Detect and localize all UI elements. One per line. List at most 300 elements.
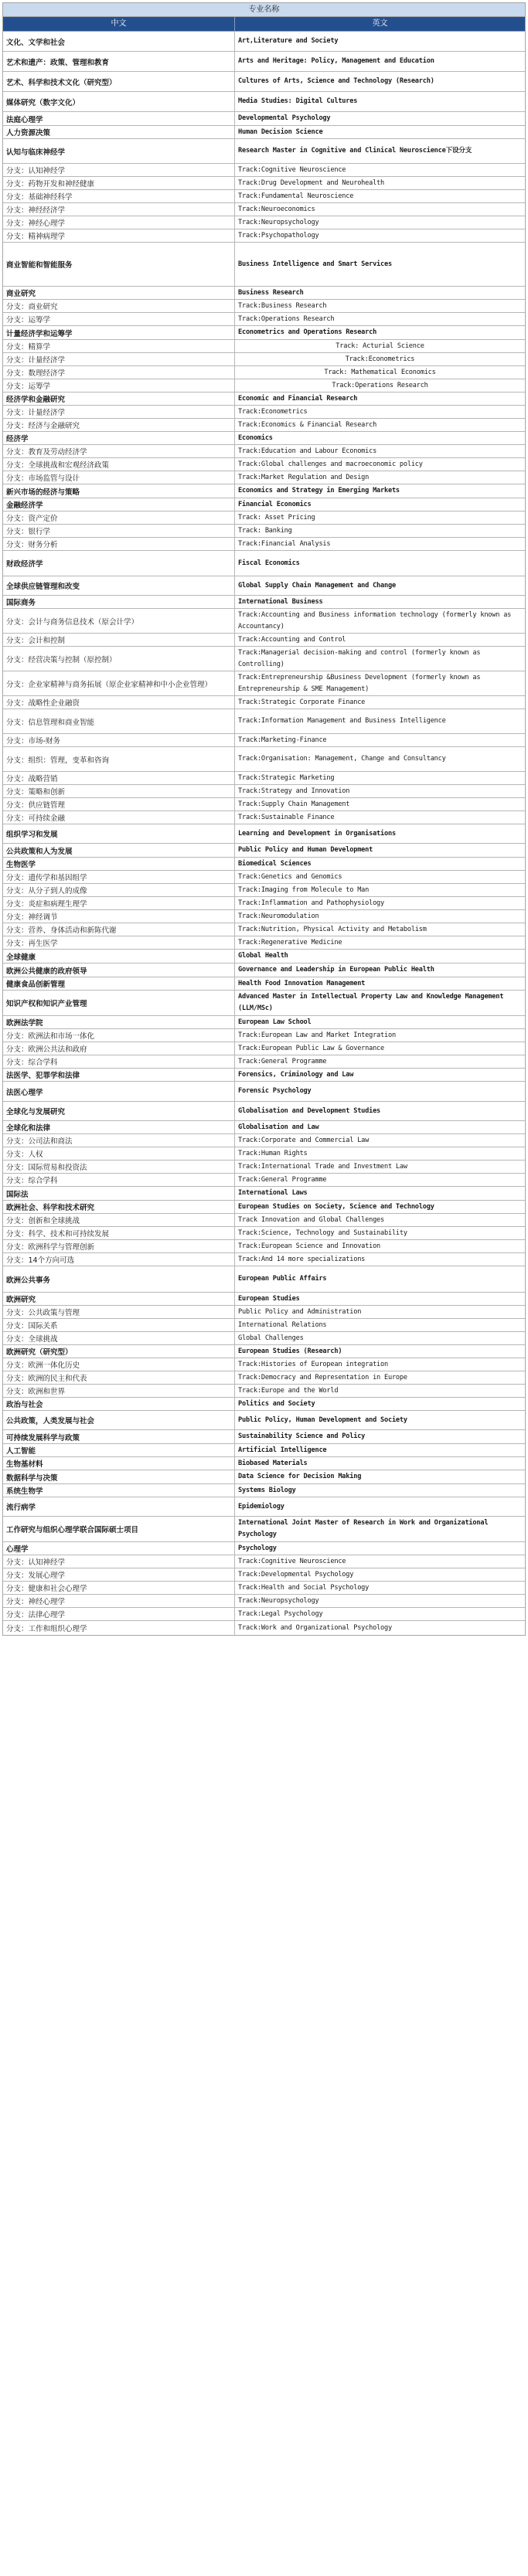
program-name-chinese: 分支：信息管理和商业智能 bbox=[3, 709, 235, 733]
program-name-english: Global Health bbox=[238, 952, 288, 960]
program-name-chinese: 分支：企业家精神与商务拓展（原企业家精神和中小企业管理） bbox=[3, 671, 235, 695]
program-name-chinese: 欧洲社会、科学和技术研究 bbox=[3, 1201, 235, 1213]
program-name-chinese: 分支：银行学 bbox=[3, 525, 235, 537]
table-row bbox=[3, 709, 525, 734]
table-row bbox=[3, 1385, 525, 1398]
program-name-chinese: 分支：营养、身体活动和新陈代谢 bbox=[3, 923, 235, 936]
table-row bbox=[3, 1240, 525, 1253]
table-row bbox=[3, 991, 525, 1016]
program-name-english: Track: Asset Pricing bbox=[238, 513, 315, 522]
program-name-english: Track:Information Management and Business Intelligence bbox=[238, 717, 446, 725]
program-name-english: Track:Genetics and Genomics bbox=[238, 872, 342, 881]
table-row bbox=[3, 379, 525, 393]
program-name-chinese: 人工智能 bbox=[3, 1444, 235, 1456]
program-name-english: Track:Financial Analysis bbox=[238, 539, 331, 548]
table-row bbox=[3, 300, 525, 313]
table-row bbox=[3, 229, 525, 243]
program-name-english: Track:European Public Law & Governance bbox=[238, 1044, 385, 1052]
program-name-chinese: 分支：国际贸易和投资法 bbox=[3, 1161, 235, 1173]
table-row bbox=[3, 1484, 525, 1497]
program-name-english: Track:Accounting and Business information technology (formerly known as Accountancy) bbox=[238, 610, 512, 630]
table-title: 专业名称 bbox=[3, 3, 525, 17]
program-name-english: Track:Strategy and Innovation bbox=[238, 787, 350, 795]
program-name-chinese: 分支：供应链管理 bbox=[3, 798, 235, 811]
program-name-english: Public Policy and Administration bbox=[238, 1307, 362, 1316]
program-name-english: Track:Democracy and Representation in Europe bbox=[238, 1373, 407, 1381]
program-name-chinese: 经济学 bbox=[3, 432, 235, 444]
program-name-chinese: 分支：欧洲法和市场一体化 bbox=[3, 1029, 235, 1042]
program-name-chinese: 流行病学 bbox=[3, 1497, 235, 1516]
program-name-chinese: 分支：神经心理学 bbox=[3, 216, 235, 229]
table-row bbox=[3, 671, 525, 696]
table-row bbox=[3, 419, 525, 432]
program-name-chinese: 健康食品创新管理 bbox=[3, 977, 235, 990]
program-name-english: Epidemiology bbox=[238, 1502, 284, 1511]
table-body bbox=[3, 32, 525, 1635]
program-name-chinese: 法医心理学 bbox=[3, 1082, 235, 1101]
program-name-english: Track:Business Research bbox=[238, 301, 327, 310]
program-name-chinese: 分支：药物开发和神经健康 bbox=[3, 177, 235, 189]
table-row bbox=[3, 445, 525, 458]
program-name-english: Track:General Programme bbox=[238, 1057, 327, 1065]
table-row bbox=[3, 216, 525, 229]
program-name-chinese: 分支：精算学 bbox=[3, 340, 235, 352]
program-name-english: European Law School bbox=[238, 1018, 312, 1026]
table-row bbox=[3, 139, 525, 164]
table-row bbox=[3, 977, 525, 991]
program-name-english: Health Food Innovation Management bbox=[238, 979, 366, 987]
program-name-english: Track:Neuropsychology bbox=[238, 218, 319, 226]
table-row bbox=[3, 1029, 525, 1042]
program-name-english: Track:Organisation: Management, Change and Consultancy bbox=[238, 755, 446, 763]
program-name-english: Globalisation and Development Studies bbox=[238, 1106, 381, 1115]
program-name-chinese: 分支：可持续金融 bbox=[3, 811, 235, 824]
table-row bbox=[3, 1345, 525, 1358]
table-row bbox=[3, 340, 525, 353]
table-row bbox=[3, 798, 525, 811]
program-name-chinese: 知识产权和知识产业管理 bbox=[3, 991, 235, 1015]
program-name-chinese: 分支：资产定价 bbox=[3, 511, 235, 524]
table-row bbox=[3, 1497, 525, 1517]
table-row bbox=[3, 772, 525, 785]
program-name-chinese: 分支：运筹学 bbox=[3, 379, 235, 392]
table-row bbox=[3, 1266, 525, 1293]
table-row bbox=[3, 203, 525, 216]
program-name-english: Track: Mathematical Economics bbox=[324, 368, 436, 376]
table-row bbox=[3, 243, 525, 287]
program-name-chinese: 分支：会计和控制 bbox=[3, 634, 235, 646]
table-row bbox=[3, 458, 525, 471]
program-name-chinese: 分支：战略营销 bbox=[3, 772, 235, 784]
table-row bbox=[3, 1595, 525, 1608]
program-name-english: Research Master in Cognitive and Clinical Neuroscience下设分支 bbox=[238, 147, 472, 155]
program-name-english: Biomedical Sciences bbox=[238, 859, 312, 868]
program-name-chinese: 分支：再生医学 bbox=[3, 936, 235, 949]
program-name-english: European Studies bbox=[238, 1294, 300, 1303]
program-name-chinese: 分支：全球挑战 bbox=[3, 1332, 235, 1344]
program-name-chinese: 全球化和法律 bbox=[3, 1121, 235, 1133]
table-row bbox=[3, 190, 525, 203]
program-name-english: Public Policy, Human Development and Society bbox=[238, 1415, 407, 1424]
program-name-english: Systems Biology bbox=[238, 1486, 296, 1494]
program-name-chinese: 分支：基础神经科学 bbox=[3, 190, 235, 202]
table-row bbox=[3, 72, 525, 92]
program-name-english: Globalisation and Law bbox=[238, 1123, 319, 1131]
table-row bbox=[3, 313, 525, 326]
program-name-chinese: 分支：计量经济学 bbox=[3, 353, 235, 365]
program-name-chinese: 心理学 bbox=[3, 1542, 235, 1555]
table-row bbox=[3, 1621, 525, 1635]
table-row bbox=[3, 1016, 525, 1029]
program-name-english: Track:Psychopathology bbox=[238, 231, 319, 240]
table-row bbox=[3, 1457, 525, 1470]
table-row bbox=[3, 112, 525, 126]
table-row bbox=[3, 1055, 525, 1069]
program-name-english: Forensics, Criminology and Law bbox=[238, 1070, 354, 1079]
program-name-chinese: 全球健康 bbox=[3, 950, 235, 963]
table-row bbox=[3, 432, 525, 445]
program-name-chinese: 分支：商业研究 bbox=[3, 300, 235, 312]
program-name-english: Track:Accounting and Control bbox=[238, 635, 346, 644]
table-row bbox=[3, 1542, 525, 1555]
program-name-chinese: 分支：策略和创新 bbox=[3, 785, 235, 797]
program-name-english: Track:Neuromodulation bbox=[238, 912, 319, 920]
program-name-chinese: 分支：欧洲公共法和政府 bbox=[3, 1042, 235, 1055]
program-name-english: Art,Literature and Society bbox=[238, 37, 339, 45]
program-name-english: Arts and Heritage: Policy, Management and Education bbox=[238, 57, 434, 65]
table-row bbox=[3, 871, 525, 884]
program-name-chinese: 分支：发展心理学 bbox=[3, 1568, 235, 1581]
table-row bbox=[3, 1187, 525, 1201]
program-name-chinese: 分支：公共政策与管理 bbox=[3, 1306, 235, 1318]
program-name-english: International Business bbox=[238, 597, 323, 606]
table-row bbox=[3, 1042, 525, 1055]
program-name-english: Psychology bbox=[238, 1544, 277, 1552]
program-name-chinese: 认知与临床神经学 bbox=[3, 139, 235, 163]
program-name-english: Track:Legal Psychology bbox=[238, 1609, 323, 1618]
table-row bbox=[3, 1201, 525, 1214]
program-name-english: Track:Histories of European integration bbox=[238, 1360, 388, 1368]
table-row bbox=[3, 734, 525, 747]
table-row bbox=[3, 1227, 525, 1240]
program-name-chinese: 商业智能和智能服务 bbox=[3, 243, 235, 286]
program-name-chinese: 工作研究与组织心理学联合国际硕士项目 bbox=[3, 1517, 235, 1541]
program-name-english: Econometrics and Operations Research bbox=[238, 328, 377, 336]
program-name-english: Track:Econometrics bbox=[238, 407, 308, 416]
table-row bbox=[3, 164, 525, 177]
program-name-chinese: 分支：科学、技术和可持续发展 bbox=[3, 1227, 235, 1239]
program-name-chinese: 媒体研究（数字文化） bbox=[3, 92, 235, 111]
table-row bbox=[3, 52, 525, 72]
program-name-chinese: 分支：综合学科 bbox=[3, 1174, 235, 1186]
table-row bbox=[3, 484, 525, 498]
program-name-english: Economics bbox=[238, 433, 273, 442]
table-row bbox=[3, 1306, 525, 1319]
program-name-english: Track:Sustainable Finance bbox=[238, 813, 335, 821]
program-name-english: Track:General Programme bbox=[238, 1175, 327, 1184]
program-name-chinese: 分支：从分子到人的成像 bbox=[3, 884, 235, 896]
program-name-chinese: 全球化与发展研究 bbox=[3, 1102, 235, 1120]
program-name-chinese: 分支：人权 bbox=[3, 1147, 235, 1160]
program-name-english: Track:Science, Technology and Sustainability bbox=[238, 1229, 407, 1237]
program-name-english: Track:And 14 more specializations bbox=[238, 1255, 366, 1263]
program-name-chinese: 分支：欧洲科学与管理创新 bbox=[3, 1240, 235, 1252]
table-row bbox=[3, 1582, 525, 1595]
program-name-chinese: 人力资源决策 bbox=[3, 126, 235, 138]
program-name-english: Track:Corporate and Commercial Law bbox=[238, 1136, 370, 1144]
program-name-english: International Relations bbox=[238, 1320, 327, 1329]
program-name-english: Global Supply Chain Management and Change bbox=[238, 581, 396, 590]
program-name-chinese: 可持续发展科学与政策 bbox=[3, 1430, 235, 1443]
program-name-english: Track:Strategic Corporate Finance bbox=[238, 698, 366, 706]
program-name-english: Global Challenges bbox=[238, 1334, 304, 1342]
program-name-english: Track:Operations Research bbox=[238, 314, 335, 323]
table-row bbox=[3, 576, 525, 596]
table-row bbox=[3, 884, 525, 897]
program-name-english: Track:Health and Social Psychology bbox=[238, 1583, 370, 1592]
program-name-english: Track:Econometrics bbox=[345, 355, 415, 363]
program-name-english: Track:Cognitive Neuroscience bbox=[238, 1557, 346, 1565]
program-name-english: Public Policy and Human Development bbox=[238, 846, 373, 854]
table-row bbox=[3, 950, 525, 963]
program-name-chinese: 分支：国际关系 bbox=[3, 1319, 235, 1331]
program-name-chinese: 分支：市场-财务 bbox=[3, 734, 235, 746]
program-name-english: Financial Economics bbox=[238, 500, 312, 508]
program-name-english: Track:Cognitive Neuroscience bbox=[238, 165, 346, 174]
program-name-english: Economic and Financial Research bbox=[238, 394, 358, 403]
table-row bbox=[3, 393, 525, 406]
program-name-chinese: 金融经济学 bbox=[3, 498, 235, 511]
program-name-english: Developmental Psychology bbox=[238, 114, 331, 122]
program-name-chinese: 分支：炎症和病理生理学 bbox=[3, 897, 235, 909]
table-row bbox=[3, 1411, 525, 1430]
table-row bbox=[3, 1161, 525, 1174]
program-name-english: Track:European Science and Innovation bbox=[238, 1242, 381, 1250]
table-row bbox=[3, 858, 525, 871]
program-name-chinese: 计量经济学和运筹学 bbox=[3, 326, 235, 339]
program-name-chinese: 财政经济学 bbox=[3, 551, 235, 576]
table-row bbox=[3, 1470, 525, 1484]
program-name-chinese: 系统生物学 bbox=[3, 1484, 235, 1497]
table-row bbox=[3, 1444, 525, 1457]
table-row bbox=[3, 1253, 525, 1266]
program-name-chinese: 分支：教育及劳动经济学 bbox=[3, 445, 235, 457]
program-name-chinese: 法医学、犯罪学和法律 bbox=[3, 1069, 235, 1081]
program-name-chinese: 经济学和金融研究 bbox=[3, 393, 235, 405]
program-name-chinese: 文化、文学和社会 bbox=[3, 32, 235, 51]
program-name-english: Data Science for Decision Making bbox=[238, 1473, 362, 1480]
program-name-chinese: 生物基材料 bbox=[3, 1457, 235, 1470]
table-row bbox=[3, 897, 525, 910]
table-row bbox=[3, 747, 525, 772]
program-name-english: Track:Entrepreneurship &Business Development (formerly known as Entrepreneurship & SME Management) bbox=[238, 673, 481, 693]
column-header-chinese: 中文 bbox=[3, 17, 235, 31]
table-row bbox=[3, 910, 525, 923]
table-row bbox=[3, 525, 525, 538]
program-name-english: Track:Inflammation and Pathophysiology bbox=[238, 899, 385, 907]
program-name-chinese: 商业研究 bbox=[3, 287, 235, 299]
program-name-chinese: 分支：神经经济学 bbox=[3, 203, 235, 216]
table-row bbox=[3, 1555, 525, 1568]
table-row bbox=[3, 353, 525, 366]
program-name-chinese: 分支：神经调节 bbox=[3, 910, 235, 923]
program-name-english: Track:Neuropsychology bbox=[238, 1596, 319, 1605]
program-name-english: Governance and Leadership in European Public Health bbox=[238, 966, 434, 974]
program-name-chinese: 分支：计量经济学 bbox=[3, 406, 235, 418]
program-name-chinese: 分支：运筹学 bbox=[3, 313, 235, 325]
program-name-chinese: 艺术和遗产：政策、管理和教育 bbox=[3, 52, 235, 71]
program-name-english: Track Innovation and Global Challenges bbox=[238, 1215, 385, 1224]
program-name-english: International Laws bbox=[238, 1189, 308, 1197]
program-name-english: Cultures of Arts, Science and Technology (Research) bbox=[238, 77, 434, 85]
program-name-english: Track:Education and Labour Economics bbox=[238, 447, 377, 455]
table-row bbox=[3, 824, 525, 844]
table-row bbox=[3, 287, 525, 300]
program-name-english: Track:Strategic Marketing bbox=[238, 773, 335, 782]
program-name-chinese: 分支：欧洲和世界 bbox=[3, 1385, 235, 1397]
program-name-chinese: 分支：创新和全球挑战 bbox=[3, 1214, 235, 1226]
program-name-chinese: 数据科学与决策 bbox=[3, 1470, 235, 1483]
table-row bbox=[3, 647, 525, 671]
program-name-chinese: 分支：欧洲一体化历史 bbox=[3, 1358, 235, 1371]
table-row bbox=[3, 609, 525, 634]
program-name-chinese: 分支：认知神经学 bbox=[3, 164, 235, 176]
table-row bbox=[3, 1430, 525, 1444]
table-row bbox=[3, 1608, 525, 1621]
program-name-english: Human Decision Science bbox=[238, 127, 323, 136]
program-name-chinese: 公共政策，人类发展与社会 bbox=[3, 1411, 235, 1429]
program-name-chinese: 欧洲研究 bbox=[3, 1293, 235, 1305]
table-row bbox=[3, 1568, 525, 1582]
table-row bbox=[3, 634, 525, 647]
program-table bbox=[2, 2, 526, 1636]
table-row bbox=[3, 1082, 525, 1102]
program-name-english: Track: Banking bbox=[238, 526, 292, 535]
table-row bbox=[3, 538, 525, 551]
program-name-english: Advanced Master in Intellectual Property Law and Knowledge Management (LLM/MSc) bbox=[238, 993, 504, 1012]
program-name-english: Track: Acturial Science bbox=[336, 342, 424, 350]
table-row bbox=[3, 936, 525, 950]
program-name-english: Politics and Society bbox=[238, 1399, 315, 1408]
program-name-chinese: 分支：神经心理学 bbox=[3, 1595, 235, 1607]
table-row bbox=[3, 92, 525, 112]
program-name-english: Track:Supply Chain Management bbox=[238, 800, 350, 808]
program-name-chinese: 分支：会计与商务信息技术（原会计学） bbox=[3, 609, 235, 633]
program-name-english: Artificial Intelligence bbox=[238, 1446, 327, 1454]
table-row bbox=[3, 1214, 525, 1227]
program-name-chinese: 分支：市场监管与设计 bbox=[3, 471, 235, 484]
table-row bbox=[3, 1332, 525, 1345]
program-name-english: Track:Fundamental Neuroscience bbox=[238, 192, 354, 200]
program-name-chinese: 分支：组织：管理，变革和咨询 bbox=[3, 747, 235, 771]
program-name-english: Learning and Development in Organisations bbox=[238, 829, 396, 838]
program-name-english: Track:Developmental Psychology bbox=[238, 1570, 354, 1579]
table-row bbox=[3, 844, 525, 858]
program-name-english: Biobased Materials bbox=[238, 1459, 308, 1467]
program-name-english: Track:Human Rights bbox=[238, 1149, 308, 1157]
program-name-english: Business Research bbox=[238, 288, 304, 297]
program-name-chinese: 欧洲公共事务 bbox=[3, 1266, 235, 1292]
program-name-english: Track:Market Regulation and Design bbox=[238, 473, 370, 481]
program-name-english: International Joint Master of Research in Work and Organizational Psychology bbox=[238, 1519, 489, 1538]
program-name-english: Track:Managerial decision-making and control (formerly known as Controlling) bbox=[238, 648, 481, 668]
program-name-english: Track:Nutrition, Physical Activity and Metabolism bbox=[238, 925, 427, 933]
program-name-chinese: 公共政策和人为发展 bbox=[3, 844, 235, 857]
table-row bbox=[3, 785, 525, 798]
program-name-chinese: 全球供应链管理和改变 bbox=[3, 576, 235, 595]
program-name-chinese: 分支：认知神经学 bbox=[3, 1555, 235, 1568]
table-row bbox=[3, 1398, 525, 1411]
program-name-chinese: 分支：经营决策与控制（原控制） bbox=[3, 647, 235, 671]
program-name-chinese: 法庭心理学 bbox=[3, 112, 235, 125]
program-name-chinese: 分支：工作和组织心理学 bbox=[3, 1621, 235, 1635]
program-name-english: Track:Drug Development and Neurohealth bbox=[238, 178, 385, 187]
program-name-chinese: 生物医学 bbox=[3, 858, 235, 870]
program-name-chinese: 分支：遗传学和基因组学 bbox=[3, 871, 235, 883]
table-row bbox=[3, 1319, 525, 1332]
program-name-chinese: 新兴市场的经济与策略 bbox=[3, 484, 235, 498]
program-name-english: European Studies on Society, Science and Technology bbox=[238, 1202, 434, 1211]
program-name-chinese: 分支：健康和社会心理学 bbox=[3, 1582, 235, 1594]
table-header bbox=[3, 17, 525, 32]
table-row bbox=[3, 596, 525, 609]
program-name-chinese: 欧洲法学院 bbox=[3, 1016, 235, 1028]
table-row bbox=[3, 406, 525, 419]
program-name-chinese: 艺术、科学和技术文化（研究型） bbox=[3, 72, 235, 91]
program-name-english: Track:Global challenges and macroeconomic policy bbox=[238, 460, 423, 468]
program-name-chinese: 分支：法律心理学 bbox=[3, 1608, 235, 1620]
table-row bbox=[3, 366, 525, 379]
program-name-chinese: 分支：数理经济学 bbox=[3, 366, 235, 379]
program-name-english: Track:Economics & Financial Research bbox=[238, 420, 377, 429]
table-row bbox=[3, 511, 525, 525]
program-name-english: Media Studies: Digital Cultures bbox=[238, 97, 358, 105]
program-name-english: European Studies (Research) bbox=[238, 1347, 342, 1355]
table-row bbox=[3, 1371, 525, 1385]
program-name-english: Business Intelligence and Smart Services bbox=[238, 260, 392, 268]
program-name-english: Track:International Trade and Investment Law bbox=[238, 1162, 407, 1171]
table-row bbox=[3, 471, 525, 484]
program-name-chinese: 分支：综合学科 bbox=[3, 1055, 235, 1068]
table-row bbox=[3, 326, 525, 340]
program-name-chinese: 欧洲研究（研究型） bbox=[3, 1345, 235, 1358]
program-name-chinese: 分支：战略性企业融资 bbox=[3, 696, 235, 709]
program-name-english: Track:Neuroeconomics bbox=[238, 205, 315, 213]
program-name-chinese: 分支：公司法和商法 bbox=[3, 1134, 235, 1147]
program-name-english: Track:Regenerative Medicine bbox=[238, 938, 342, 946]
program-name-english: Track:Europe and the World bbox=[238, 1386, 339, 1395]
program-name-chinese: 国际法 bbox=[3, 1187, 235, 1200]
table-row bbox=[3, 811, 525, 824]
program-name-english: Forensic Psychology bbox=[238, 1087, 312, 1095]
table-row bbox=[3, 1102, 525, 1121]
program-name-chinese: 分支：14个方向可选 bbox=[3, 1253, 235, 1266]
table-row bbox=[3, 696, 525, 709]
table-row bbox=[3, 1134, 525, 1147]
program-name-chinese: 欧洲公共健康的政府领导 bbox=[3, 963, 235, 977]
table-row bbox=[3, 498, 525, 511]
table-row bbox=[3, 1147, 525, 1161]
column-header-english: 英文 bbox=[372, 19, 388, 28]
table-row bbox=[3, 126, 525, 139]
program-name-chinese: 国际商务 bbox=[3, 596, 235, 608]
program-name-english: Track:Work and Organizational Psychology bbox=[238, 1623, 392, 1632]
program-name-chinese: 分支：精神病理学 bbox=[3, 229, 235, 242]
table-row bbox=[3, 923, 525, 936]
program-name-english: Track:Operations Research bbox=[332, 381, 428, 389]
table-row bbox=[3, 1358, 525, 1371]
table-row bbox=[3, 32, 525, 52]
